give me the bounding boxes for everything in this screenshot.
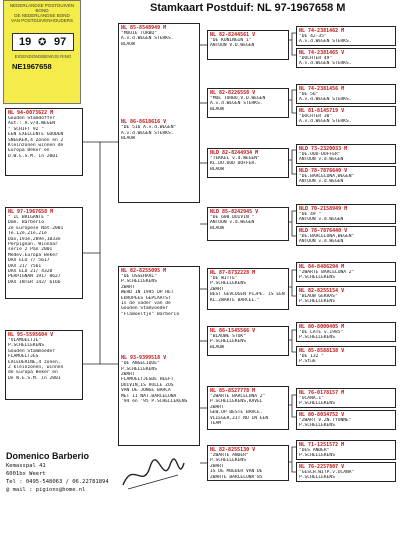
certificate-owner-label: EIGENDOMSBEWIJS RING — [14, 54, 72, 59]
great-grandparent-card-3: NL 82-8226558 V "MOE TURBO,V.D.WEGEN A.v.d.WEGEN STERKS. BLAUW — [207, 88, 289, 118]
great-grandparent-card-6: NLD 85-8242945 V "DE 600 DUIVIN " ANTOON v.d.WEGEN BLAUW — [207, 207, 289, 241]
great-great-grandparent-card: NLD 78-7876440 V "DE.BARCELONA,WEGEN" ANTOON v.d.WEGEN — [296, 226, 396, 246]
father-card: NL 94-0073622 M Gouden Stamdoffer Aut.: A.v/d.WEGEN " SCHIFT 92 " EEN EXELLENTE GOUDEN SNEEKER,4 Zonen en 2 Kleinzonen winnen de Europa Beker en D.W.E.S.M. in 2001 — [5, 108, 83, 176]
great-great-grandparent-card: NL 85-8588138 V "DE 132 " P.Stuk — [296, 346, 396, 366]
ring-number: NL 93-9399518 V — [121, 355, 167, 362]
ring-number: NL 87-8732228 M — [210, 270, 256, 276]
ring-number: NL 95-5595604 V — [8, 332, 54, 338]
ring-number: NL 82-8244561 V — [210, 32, 256, 38]
page-title: Stamkaart Postduif: NL 97-1967658 M — [150, 2, 346, 14]
subject-card: NL 97-1967658 M " IL BRIGANTE " Dom. Barberio 2e Europese Nat.2001 Te.12e,21e,21e Dax,191e,289e,1033e Perpignan. Winnaar serie 2 Pan 2001 Medev.Europa Beker DAX ELO 7/ 5617 DAX 21/ 7561 DAX ELO 21/ 4328 PERPIGNAN 191/ 8627 DAX INTER 142/ 6166 — [5, 207, 83, 299]
certificate-year-badge: 19 ✪ 97 — [12, 33, 74, 51]
ring-number: NLD 78-7876440 V — [299, 228, 348, 234]
ring-number: NL 76-2257807 V — [299, 464, 345, 470]
certificate-number: NE1967658 — [12, 62, 52, 71]
great-great-grandparent-card: NL 74-2381462 M "DE 42-35" A.v.d.WEGEN STERKS. — [296, 26, 396, 46]
great-great-grandparent-card: NLD 78-7876640 V "DE.BARCELONA,WEGEN" ANTOON v.d.WEGEN — [296, 166, 396, 186]
ring-number: NL 86-1545566 V — [210, 328, 256, 334]
ring-number: NL 71-1251572 M — [299, 442, 345, 448]
great-great-grandparent-card: NL 74-2381465 V "DOCHTER 49" A.v.d.WEGEN STERKS. — [296, 48, 396, 68]
great-great-grandparent-card: NL 80-8034752 V "ZWART V.ZN.TYONNE" P.SCHELLEKENS — [296, 410, 396, 430]
ring-number: NL 82-8255095 M — [121, 268, 167, 274]
ring-number: NL 85-8527778 M — [210, 388, 256, 394]
ring-number: NL 74-2381462 M — [299, 28, 345, 34]
ring-number: NL 97-1967658 M — [8, 209, 54, 215]
great-great-grandparent-card: NL 84-8486294 M "ZWARTE BARCELONA 2" P.SCHELLEKENS — [296, 262, 396, 282]
ring-number: NL 82-8255130 V — [210, 447, 256, 453]
certificate-header: NEDERLANDSE POSTDUIVEN BOND DE NEDERLANDSE BOND VAN POSTDUIVENHOUDERS — [9, 3, 75, 23]
grandparent-card-2: NL 82-8255095 M "DE OSSEHAAL" P.SCHELLEKENS ZWART WERD IN 1995 OP HET EUROPEES GEPLAATST Is de vader van de Gouden Stamvoeder "Flamoeltje" Barberio NL 93-9399518 V "DE ANGELIQUE" P.SCHELLEKENS ZWART FLAMOELTJESDE HEEFT DUIVIN,IS VOLLE ZUS VAN DE JONGE BARCA MET 11 NAT.BARCELONA '94 en '95 P.SCHELLEKENS — [118, 266, 200, 446]
ring-number: NL 84-8486294 M — [299, 264, 345, 270]
great-great-grandparent-card: NLD 70-2158949 M "DE 49 " ANTOON v.d.WEGEN — [296, 204, 396, 224]
owner-phone: Tel : 0495-548063 / 06.22781894 — [6, 479, 109, 485]
ring-number: NL 74-2381465 V — [299, 50, 345, 56]
ring-number: NLD 85-8242945 V — [210, 209, 259, 215]
ring-number: NL 82-8255154 V — [299, 288, 345, 294]
great-grandparent-card-5: NLD 82-8244934 M "TEKKEL v.d.WEGEN" KL.DO.DOD DOFFER. BLAUW — [207, 148, 289, 178]
ring-number: NL 86-8618616 V — [121, 119, 167, 126]
ring-number: NL 80-8034752 V — [299, 412, 345, 418]
owner-address: Kemasspal 41 — [6, 463, 46, 469]
certificate-emblem-icon: ✪ — [38, 37, 47, 48]
great-great-grandparent-card: NL 81-8145719 V "DOCHTER 30" A.v.d.WEGEN STERKS. — [296, 106, 396, 126]
great-great-grandparent-card: NL 76-2257807 V "GESCH.WITP.v.OCANA" P.SCHELLEKENS — [296, 462, 396, 482]
ring-number: NLD 73-2320033 M — [299, 146, 348, 152]
ring-number: NLD 78-7876640 V — [299, 168, 348, 174]
great-great-grandparent-card: NL 71-1251572 M "DES ANDER" P.SCHELLEKENS — [296, 440, 396, 460]
owner-email: @ mail : pigions@home.nl — [6, 487, 86, 493]
ring-number: NL 85-8548949 M — [121, 25, 167, 31]
ring-number: NL 85-8588138 V — [299, 348, 345, 354]
great-great-grandparent-card: NL 76-0178157 M "OCANA.1" P.SCHELLEKENS — [296, 388, 396, 408]
ring-number: NL 82-8226558 V — [210, 90, 256, 96]
owner-name: Domenico Barberio — [6, 451, 90, 461]
great-grandparent-card-2: NL 82-8244561 V "DE KONINGIN 1" ANTOON V.D.WEGEN — [207, 30, 289, 60]
great-grandparent-card-11: NL 85-8527778 M "ZWARTE BARCELONA 2" P.SCHELLEKENS,RAVEL ZWART GEW.OP BESTE BARCE. VLIEGER,ZIT NU IN EEN TEAM — [207, 386, 289, 430]
great-great-grandparent-card: NL 80-8000405 M "DE LATE v.1985" P.SCHELLEKENS — [296, 322, 396, 342]
ring-number: NL 76-0178157 M — [299, 390, 345, 396]
great-grandparent-card-12: NL 82-8255130 V "ZWARTE ANDER" P.SCHELLEKENS ZWART IS DE MOEDER VAN DE ZWARTE BARCELONA'85 — [207, 445, 289, 481]
mother-card: NL 95-5595604 V "VLAMOELTJE" P.SCHELLEKENS Gouden Stammoeder FLAMOELTJES EXCEDERINE,4 zonen, 2 kleinzonen, winnen de Europa Beker en De W.E.S.M. in 2001 — [5, 330, 83, 400]
ring-number: NL 80-8000405 M — [299, 324, 345, 330]
great-grandparent-card-8: NL 87-8732228 M "DE WITTE" P.SCHELLEKENS ZWART BEST GEVLOGEN PIJPE. IS EEN KL.ZWARTE BARCEL." — [207, 268, 289, 310]
ring-number: NL 74-2381456 M — [299, 86, 345, 92]
great-great-grandparent-card: NLD 73-2320033 M "DE.OUD-DOFFER" ANTOON v.d.WEGEN — [296, 144, 396, 164]
owner-city: 6001bx Weert — [6, 471, 46, 477]
great-great-grandparent-card: NL 74-2381456 M "DE 56" A.v.d.WEGEN STERKS. — [296, 84, 396, 104]
great-great-grandparent-card: NL 82-8255154 V "BLAUW GEKRAS" P.SCHELLEKENS — [296, 286, 396, 306]
ring-number: NL 81-8145719 V — [299, 108, 345, 114]
grandparent-card-1: NL 85-8548949 M "MOOIE TURBO" A.v.d.WEGEN STERKS. BLAUW NL 86-8618616 V "DE 516 A.v.d.WEGEN" A.v.d.WEGEN STERKS. BLAUW — [118, 23, 200, 203]
ring-number: NL 94-0073622 M — [8, 110, 54, 116]
great-grandparent-card-9: NL 86-1545566 V "BLAUWE STOK" P.SCHELLEKENS BLAUW — [207, 326, 289, 356]
ring-number: NLD 70-2158949 M — [299, 206, 348, 212]
ring-number: NLD 82-8244934 M — [210, 150, 259, 156]
